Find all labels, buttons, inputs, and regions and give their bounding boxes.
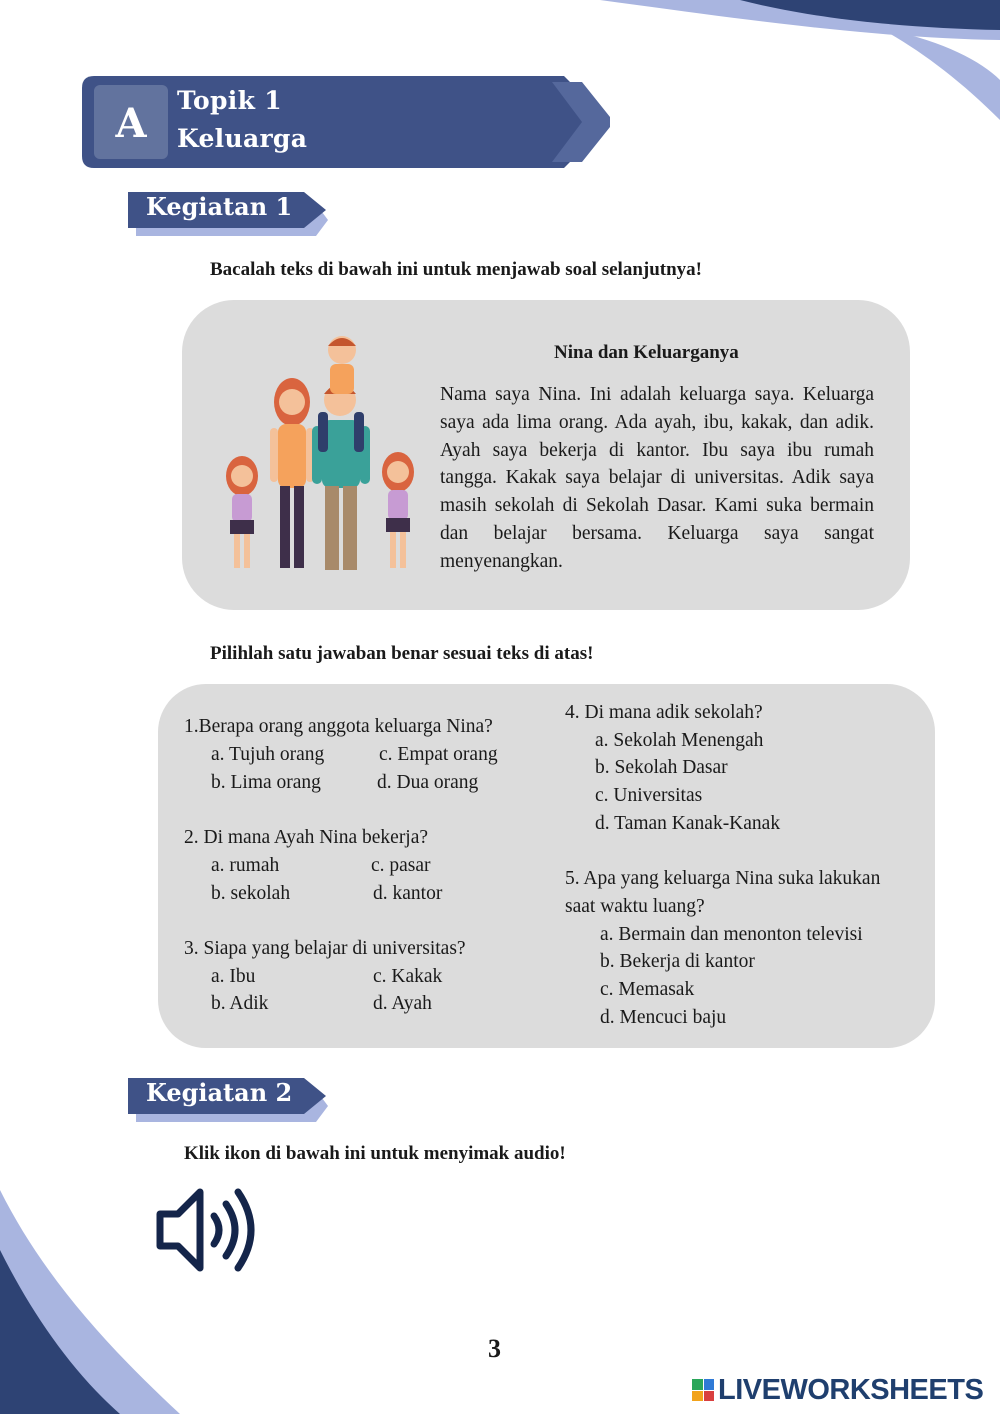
question-4-option-c[interactable]: c. Universitas <box>595 785 703 806</box>
question-3-option-a[interactable]: a. Ibu <box>211 966 256 987</box>
question-5-option-d[interactable]: d. Mencuci baju <box>600 1007 727 1028</box>
speaker-icon[interactable] <box>154 1184 262 1276</box>
topic-number: Topik 1 <box>177 86 282 115</box>
question-4-option-a[interactable]: a. Sekolah Menengah <box>595 730 764 751</box>
question-instruction: Pilihlah satu jawaban benar sesuai teks di atas! <box>210 643 594 664</box>
topic-title: Keluarga <box>177 124 308 153</box>
question-5-option-a[interactable]: a. Bermain dan menonton televisi <box>600 924 863 945</box>
question-5-option-c[interactable]: c. Memasak <box>600 979 695 1000</box>
audio-instruction: Klik ikon di bawah ini untuk menyimak audio! <box>184 1143 566 1164</box>
topic-letter: A <box>115 99 147 147</box>
question-4: 4. Di mana adik sekolah? <box>565 702 763 723</box>
question-5-line-1: 5. Apa yang keluarga Nina suka lakukan <box>565 868 881 889</box>
question-3: 3. Siapa yang belajar di universitas? <box>184 938 466 959</box>
kegiatan-1-tag <box>128 190 328 236</box>
question-1: 1.Berapa orang anggota keluarga Nina? <box>184 716 493 737</box>
question-4-option-d[interactable]: d. Taman Kanak-Kanak <box>595 813 781 834</box>
question-3-option-d[interactable]: d. Ayah <box>373 993 432 1014</box>
topic-banner <box>82 76 610 168</box>
liveworksheets-logo-text: LIVEWORKSHEETS <box>718 1373 984 1406</box>
question-5-line-2: saat waktu luang? <box>565 896 705 917</box>
audio-play-button[interactable] <box>154 1184 262 1276</box>
question-5-option-b[interactable]: b. Bekerja di kantor <box>600 951 755 972</box>
liveworksheets-icon <box>692 1379 714 1401</box>
question-2: 2. Di mana Ayah Nina bekerja? <box>184 827 429 848</box>
question-3-option-b[interactable]: b. Adik <box>211 993 269 1014</box>
liveworksheets-logo <box>692 1374 983 1406</box>
reading-title: Nina dan Keluarganya <box>554 342 739 363</box>
question-3-option-c[interactable]: c. Kakak <box>373 966 443 987</box>
question-1-option-b[interactable]: b. Lima orang <box>211 772 321 793</box>
question-1-option-d[interactable]: d. Dua orang <box>377 772 479 793</box>
kegiatan-2-tag <box>128 1076 328 1122</box>
kegiatan-2-label: Kegiatan 2 <box>146 1078 293 1107</box>
question-2-option-a[interactable]: a. rumah <box>211 855 280 876</box>
question-2-option-d[interactable]: d. kantor <box>373 883 443 904</box>
family-illustration <box>212 330 422 580</box>
kegiatan-1-label: Kegiatan 1 <box>146 192 293 221</box>
reading-text: Nama saya Nina. Ini adalah keluarga saya. Keluarga saya ada lima orang. Ada ayah, ibu, kakak, dan adik. Ayah saya bekerja di kantor. Ibu saya ibu rumah tangga. Kakak saya belajar di universitas. Adik saya masih sekolah di Sekolah Dasar. Kami suka bermain dan belajar bersama. Keluarga saya sangat menyenangkan. <box>440 384 874 572</box>
question-4-option-b[interactable]: b. Sekolah Dasar <box>595 757 728 778</box>
page-number: 3 <box>488 1334 501 1363</box>
reading-instruction: Bacalah teks di bawah ini untuk menjawab soal selanjutnya! <box>210 259 702 280</box>
question-1-option-a[interactable]: a. Tujuh orang <box>211 744 325 765</box>
question-2-option-b[interactable]: b. sekolah <box>211 883 291 904</box>
question-1-option-c[interactable]: c. Empat orang <box>379 744 498 765</box>
question-2-option-c[interactable]: c. pasar <box>371 855 431 876</box>
